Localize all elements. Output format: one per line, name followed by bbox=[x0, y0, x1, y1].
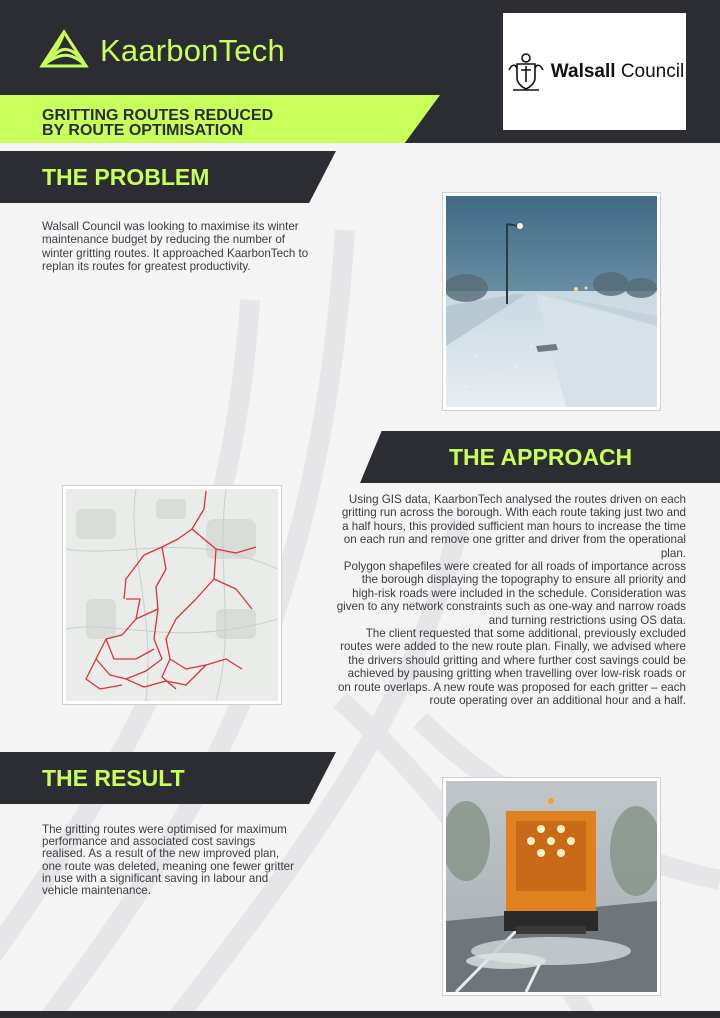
problem-heading: THE PROBLEM bbox=[42, 164, 210, 190]
page-title: GRITTING ROUTES REDUCED BY ROUTE OPTIMISATION bbox=[42, 107, 274, 139]
approach-paragraph: Using GIS data, KaarbonTech analysed the routes driven on each gritting run across the borough. With each route taking just two and a half hours, this provided sufficient man hours to increase the time on each run and remove one gritter and driver from the operational plan. bbox=[341, 493, 686, 560]
route-map bbox=[66, 489, 278, 701]
kaarbontech-logo bbox=[38, 20, 338, 82]
snowy-road-photo bbox=[446, 196, 657, 407]
gritter-truck-photo-frame bbox=[443, 778, 660, 995]
snowy-road-photo-frame bbox=[443, 193, 660, 410]
crest-icon bbox=[505, 50, 547, 94]
approach-text bbox=[336, 493, 686, 708]
route-map-frame bbox=[63, 486, 281, 704]
problem-text: Walsall Council was looking to maximise its winter maintenance budget by reducing the number of winter gritting routes. It approached KaarbonTech to replan its routes for greatest productivity. bbox=[42, 220, 309, 274]
approach-paragraph: The client requested that some additional, previously excluded routes were added to the new route plan. Finally, we advised where the drivers should gritting and where further cost savings could be achieved by pausing gritting when travelling over low-risk roads or on route overlaps. A new route was proposed for each gritter – each route operating over an additional hour and a half. bbox=[337, 627, 686, 708]
gritter-truck-photo bbox=[446, 781, 657, 992]
result-heading: THE RESULT bbox=[42, 765, 185, 791]
approach-heading: THE APPROACH bbox=[449, 444, 633, 470]
walsall-council-logo bbox=[503, 13, 686, 130]
footer-bar bbox=[0, 1011, 720, 1018]
kaarbontech-mark-icon bbox=[38, 26, 90, 76]
approach-paragraph: Polygon shapefiles were created for all roads of importance across the borough displaying the topography to ensure all priority and high-risk roads were included in the schedule. Consideration was given to any network constraints such as one-way and narrow roads and turning restrictions using OS data. bbox=[336, 560, 686, 627]
brand-name: KaarbonTech bbox=[100, 33, 285, 68]
council-name: Walsall Council bbox=[550, 60, 685, 82]
result-text: The gritting routes were optimised for maximum performance and associated cost savings realised. As a result of the new improved plan, one route was deleted, meaning one fewer gritter in use with a significant saving in labour and vehicle maintenance. bbox=[42, 823, 294, 898]
